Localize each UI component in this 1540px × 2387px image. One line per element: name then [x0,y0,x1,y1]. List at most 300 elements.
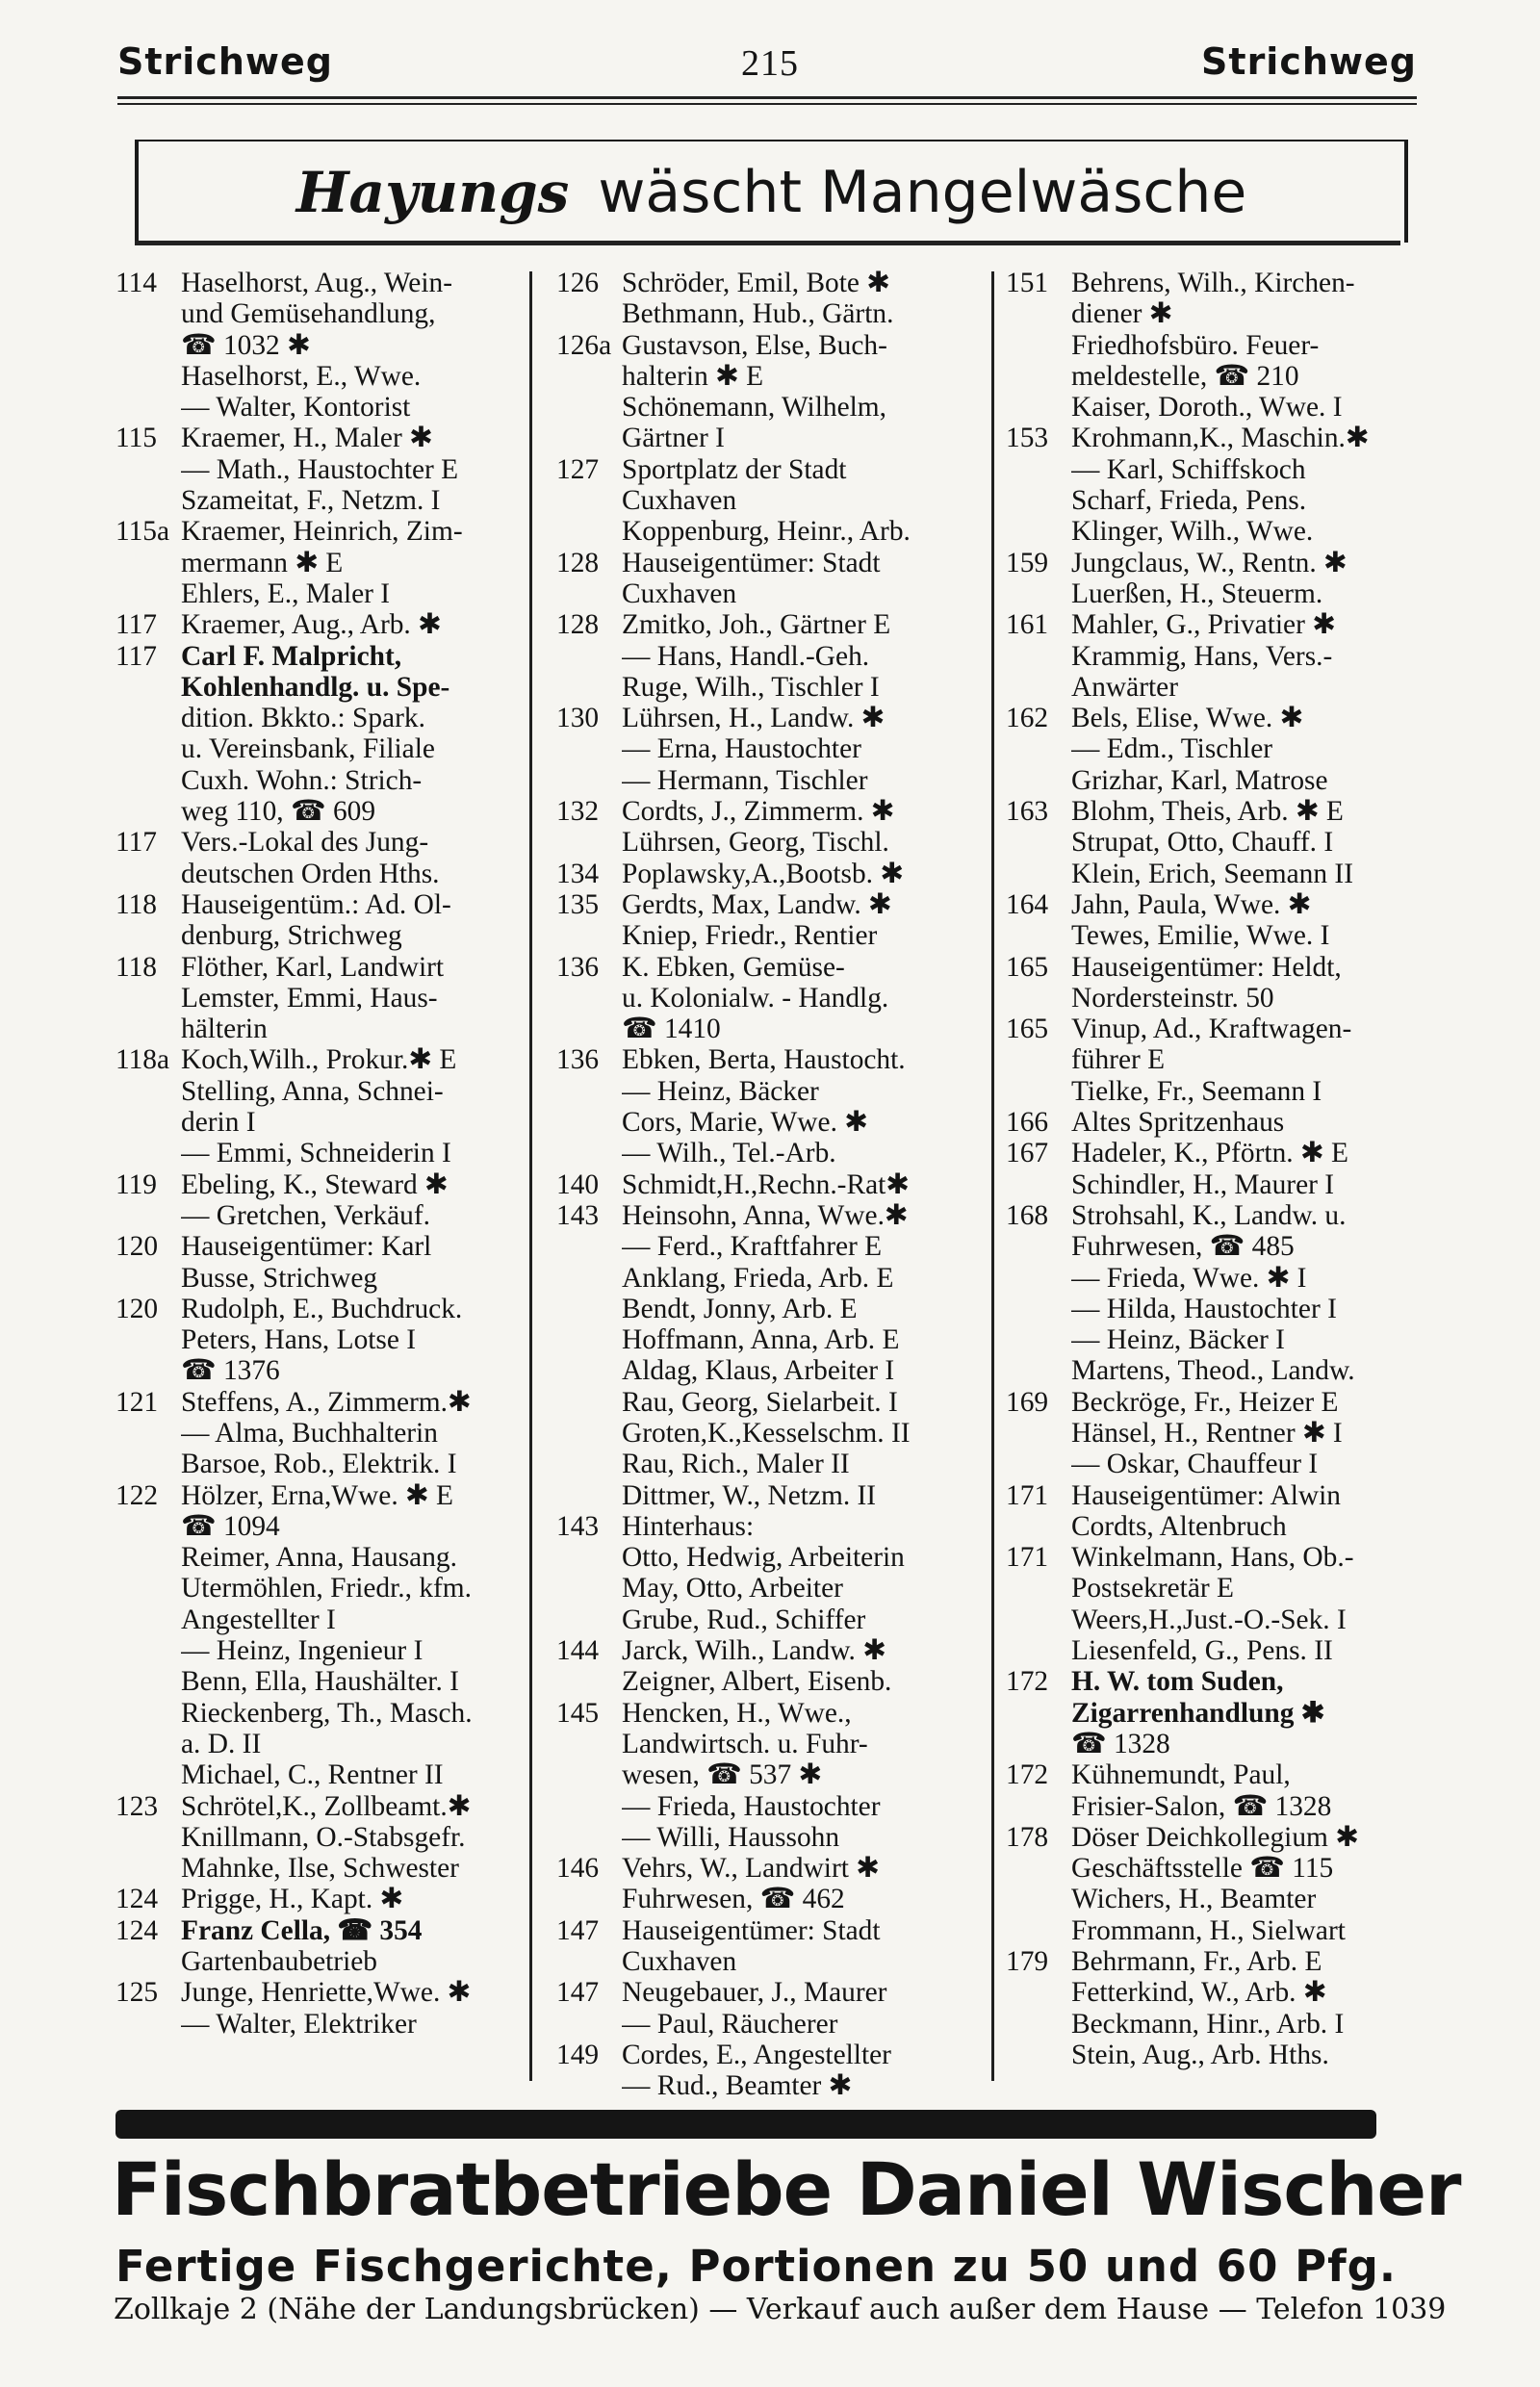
entry-text: Stelling, Anna, Schnei- [181,1075,444,1107]
directory-entry-line [116,952,520,983]
directory-entry-line [116,578,520,609]
entry-text: — Walter, Kontorist [181,392,411,424]
house-number [116,672,181,703]
entry-text: Schrötel,K., Zollbeamt.✱ [181,1790,472,1822]
directory-entry-line [556,920,980,951]
house-number: 114 [116,268,157,298]
entry-text: weg 110, ☎ 609 [181,796,376,828]
entry-text: Hauseigentüm.: Ad. Ol- [181,888,451,920]
entry-text: halterin ✱ E [622,360,764,392]
entry-text: Kaiser, Doroth., Wwe. I [1071,392,1343,424]
entry-text: hälterin [181,1014,268,1045]
entry-text: Scharf, Frieda, Pens. [1071,485,1307,517]
entry-text: Reimer, Anna, Hausang. [181,1542,457,1574]
house-number: 120 [116,1293,159,1324]
house-number: 171 [1006,1542,1049,1574]
entry-text: Gerdts, Max, Landw. ✱ [622,888,892,920]
entry-text: Cuxh. Wohn.: Strich- [181,764,423,796]
house-number [556,765,622,796]
directory-entry-line [556,1822,980,1853]
directory-entry-line [1006,672,1420,703]
directory-entry-line [1006,859,1420,889]
directory-entry-line [556,1915,980,1946]
directory-entry-line [1006,330,1420,361]
entry-text: Bels, Elise, Wwe. ✱ [1071,703,1304,734]
house-number [116,703,181,733]
directory-entry-line [556,641,980,672]
directory-entry-line [556,2070,980,2101]
house-number [116,1822,181,1853]
entry-text: Landwirtsch. u. Fuhr- [622,1728,868,1759]
directory-entry-line [556,485,980,516]
banner-rule [135,241,1400,245]
entry-text: Ebken, Berta, Haustocht. [622,1044,906,1076]
entry-text: Frommann, H., Sielwart [1071,1914,1346,1946]
house-number [116,1449,181,1479]
directory-entry-line [1006,1044,1420,1075]
house-number [556,1480,622,1511]
house-number [116,1076,181,1107]
house-number: 123 [116,1790,159,1822]
entry-text: Ebeling, K., Steward ✱ [181,1168,449,1200]
entry-text: Kraemer, Heinrich, Zim- [181,516,463,548]
house-number [116,1946,181,1977]
house-number [116,1759,181,1790]
house-number [1006,859,1071,889]
house-number [116,1604,181,1635]
house-number: 126a [556,329,612,361]
entry-text: diener ✱ [1071,298,1173,330]
house-number: 169 [1006,1386,1049,1418]
directory-entry-line [556,330,980,361]
directory-entry-line [556,796,980,827]
directory-entry-line [1006,485,1420,516]
entry-text: Kohlenhandlg. u. Spe- [181,671,450,703]
entry-text: Rau, Georg, Sielarbeit. I [622,1386,898,1418]
entry-text: Schönemann, Wilhelm, [622,392,886,424]
directory-entry-line [1006,889,1420,920]
entry-text: Vehrs, W., Landwirt ✱ [622,1853,880,1885]
house-number: 165 [1006,951,1049,983]
entry-text: Hauseigentümer: Stadt [622,547,881,578]
directory-entry-line [556,578,980,609]
directory-entry-line [556,827,980,858]
directory-entry-line [116,1511,520,1542]
house-number [116,1324,181,1355]
house-number [556,2009,622,2040]
directory-entry-line [116,1107,520,1138]
advert-subtitle: Fertige Fischgerichte, Portionen zu 50 und 60 Pfg. [116,2241,1397,2292]
house-number: 167 [1006,1138,1049,1169]
house-number [1006,298,1071,329]
entry-text: Schindler, H., Maurer I [1071,1168,1335,1200]
directory-entry-line [1006,516,1420,547]
house-number [116,983,181,1014]
house-number: 147 [556,1977,600,2009]
entry-text: Krohmann,K., Maschin.✱ [1071,423,1370,454]
house-number: 121 [116,1386,159,1418]
entry-text: Groten,K.,Kesselschm. II [622,1417,911,1449]
entry-text: Hinterhaus: [622,1510,755,1542]
house-number: 143 [556,1510,600,1542]
entry-text: Gärtner I [622,423,725,454]
entry-text: Benn, Ella, Haushälter. I [181,1666,459,1698]
house-number [1006,1635,1071,1666]
entry-text: — Alma, Buchhalterin [181,1417,438,1449]
directory-entry-line [1006,703,1420,733]
directory-entry-line [1006,983,1420,1014]
entry-text: Grizhar, Karl, Matrose [1071,764,1328,796]
directory-entry-line [1006,1480,1420,1511]
house-number [556,1791,622,1822]
directory-entry-line [556,2040,980,2070]
directory-entry-line [556,1511,980,1542]
directory-entry-line [116,1542,520,1573]
entry-text: — Karl, Schiffskoch [1071,453,1306,485]
directory-entry-line [556,1791,980,1822]
entry-text: Fuhrwesen, ☎ 485 [1071,1231,1295,1263]
entry-text: derin I [181,1107,256,1139]
entry-text: Fetterkind, W., Arb. ✱ [1071,1977,1327,2009]
house-number [1006,1294,1071,1324]
directory-entry-line [556,1014,980,1044]
entry-text: Tielke, Fr., Seemann I [1071,1075,1322,1107]
house-number [556,392,622,423]
directory-entry-line [556,268,980,298]
directory-entry-line [556,1138,980,1168]
directory-entry-line [556,1759,980,1790]
house-number [116,920,181,951]
directory-entry-line [1006,1729,1420,1759]
directory-entry-line [116,983,520,1014]
directory-entry-line [116,1822,520,1853]
entry-text: — Hermann, Tischler [622,764,868,796]
entry-text: Haselhorst, E., Wwe. [181,360,422,392]
entry-text: Liesenfeld, G., Pens. II [1071,1635,1333,1667]
house-number [556,1076,622,1107]
house-number: 125 [116,1977,159,2009]
directory-entry-line [116,2009,520,2040]
entry-text: Utermöhlen, Friedr., kfm. [181,1573,473,1604]
entry-text: Weers,H.,Just.-O.-Sek. I [1071,1604,1347,1635]
entry-text: — Gretchen, Verkäuf. [181,1199,430,1231]
directory-entry-line [116,1666,520,1697]
entry-text: Heinsohn, Anna, Wwe.✱ [622,1199,909,1231]
directory-entry-line [116,1044,520,1075]
house-number: 130 [556,703,600,734]
entry-text: Stein, Aug., Arb. Hths. [1071,2039,1329,2070]
directory-column-2 [556,268,980,2102]
directory-entry-line [556,1418,980,1449]
entry-text: Cuxhaven [622,485,737,517]
directory-entry-line [556,952,980,983]
house-number: 171 [1006,1479,1049,1511]
house-number [556,1294,622,1324]
entry-text: Busse, Strichweg [181,1262,378,1294]
entry-text: mermann ✱ E [181,547,344,578]
house-number [556,672,622,703]
entry-text: — Math., Haustochter E [181,453,459,485]
house-number [556,1884,622,1914]
house-number [556,1542,622,1573]
directory-entry-line [1006,1666,1420,1697]
house-number: 132 [556,796,600,828]
directory-entry-line [116,1480,520,1511]
house-number [1006,1853,1071,1884]
running-head-left: Strichweg [117,40,333,83]
house-number [116,1635,181,1666]
house-number: 159 [1006,547,1049,578]
directory-entry-line [116,485,520,516]
entry-text: Beckmann, Hinr., Arb. I [1071,2008,1345,2040]
directory-entry-line [1006,1884,1420,1914]
entry-text: Anklang, Frieda, Arb. E [622,1262,894,1294]
directory-entry-line [116,827,520,858]
entry-text: Bethmann, Hub., Gärtn. [622,298,894,330]
house-number: 134 [556,858,600,889]
directory-entry-line [1006,1635,1420,1666]
entry-text: meldestelle, ☎ 210 [1071,360,1299,392]
entry-text: Zigarrenhandlung ✱ [1071,1697,1325,1729]
directory-entry-line [556,1729,980,1759]
house-number [556,1449,622,1479]
page-number: 215 [741,43,799,84]
directory-entry-line [1006,1853,1420,1884]
entry-text: Ehlers, E., Maler I [181,578,391,609]
directory-entry-line [1006,1822,1420,1853]
house-number [1006,1418,1071,1449]
house-number: 166 [1006,1107,1049,1139]
directory-entry-line [116,1387,520,1418]
entry-text: Barsoe, Rob., Elektrik. I [181,1449,457,1480]
directory-entry-line [1006,827,1420,858]
house-number [1006,1231,1071,1262]
house-number: 124 [116,1884,159,1915]
directory-entry-line [1006,1014,1420,1044]
house-number [1006,1169,1071,1200]
directory-entry-line [116,765,520,796]
house-number [116,2009,181,2040]
directory-entry-line [1006,1511,1420,1542]
directory-entry-line [116,1231,520,1262]
entry-text: Lührsen, Georg, Tischl. [622,827,889,859]
house-number [556,361,622,392]
entry-text: Krammig, Hans, Vers.- [1071,640,1333,672]
directory-entry-line [1006,1076,1420,1107]
house-number [116,1729,181,1759]
house-number [116,733,181,764]
entry-text: Hänsel, H., Rentner ✱ I [1071,1417,1343,1449]
house-number [1006,2040,1071,2070]
directory-entry-line [1006,1946,1420,1977]
entry-text: deutschen Orden Hths. [181,858,440,889]
directory-entry-line [1006,920,1420,951]
entry-text: Hoffmann, Anna, Arb. E [622,1324,900,1356]
house-number [1006,1573,1071,1604]
house-number [116,330,181,361]
entry-text: — Heinz, Ingenieur I [181,1635,424,1667]
directory-entry-line [1006,1573,1420,1604]
house-number: 118 [116,951,157,983]
entry-text: Poplawsky,A.,Bootsb. ✱ [622,858,904,889]
entry-text: Dittmer, W., Netzm. II [622,1479,877,1511]
house-number [556,983,622,1014]
house-number: 168 [1006,1199,1049,1231]
entry-text: Schröder, Emil, Bote ✱ [622,268,890,298]
directory-entry-line [1006,1355,1420,1386]
house-number: 162 [1006,703,1049,734]
directory-entry-line [116,1076,520,1107]
directory-entry-line [1006,796,1420,827]
entry-text: Gustavson, Else, Buch- [622,329,887,361]
entry-text: — Emmi, Schneiderin I [181,1138,451,1169]
entry-text: Otto, Hedwig, Arbeiterin [622,1542,905,1574]
directory-entry-line [556,1294,980,1324]
directory-entry-line [116,1418,520,1449]
directory-entry-line [116,1759,520,1790]
house-number: 153 [1006,423,1049,454]
directory-entry-line [556,1044,980,1075]
directory-entry-line [1006,392,1420,423]
entry-text: K. Ebken, Gemüse- [622,951,845,983]
directory-entry-line [1006,765,1420,796]
entry-text: — Frieda, Haustochter [622,1790,881,1822]
directory-entry-line [1006,1418,1420,1449]
entry-text: u. Kolonialw. - Handlg. [622,982,889,1014]
entry-text: Rau, Rich., Maler II [622,1449,850,1480]
house-number: 119 [116,1168,157,1200]
entry-text: Jarck, Wilh., Landw. ✱ [622,1635,886,1667]
entry-text: Hauseigentümer: Stadt [622,1914,881,1946]
directory-entry-line [556,1076,980,1107]
entry-text: Szameitat, F., Netzm. I [181,485,441,517]
directory-entry-line [1006,1200,1420,1231]
entry-text: Behrmann, Fr., Arb. E [1071,1946,1322,1978]
entry-text: Postsekretär E [1071,1573,1234,1604]
entry-text: Steffens, A., Zimmerm.✱ [181,1386,472,1418]
directory-entry-line [1006,361,1420,392]
entry-text: Friedhofsbüro. Feuer- [1071,329,1320,361]
directory-entry-line [116,920,520,951]
house-number [1006,578,1071,609]
house-number [556,1014,622,1044]
house-number: 115a [116,516,170,548]
entry-text: — Wilh., Tel.-Arb. [622,1138,836,1169]
directory-entry-line [1006,1263,1420,1294]
entry-text: Flöther, Karl, Landwirt [181,951,445,983]
directory-entry-line [556,703,980,733]
house-number [1006,392,1071,423]
entry-text: — Rud., Beamter ✱ [622,2070,853,2102]
house-number: 127 [556,453,600,485]
directory-entry-line [1006,952,1420,983]
entry-text: ☎ 1328 [1071,1728,1170,1759]
house-number [1006,1355,1071,1386]
directory-entry-line [1006,1231,1420,1262]
directory-entry-line [116,1915,520,1946]
directory-entry-line [116,1355,520,1386]
entry-text: — Heinz, Bäcker I [1071,1324,1285,1356]
directory-entry-line [1006,454,1420,485]
house-number: 117 [116,609,157,641]
house-number [556,1231,622,1262]
entry-text: Hauseigentümer: Heldt, [1071,951,1342,983]
house-number: 136 [556,951,600,983]
directory-entry-line [1006,1107,1420,1138]
directory-entry-line [116,1138,520,1168]
directory-entry-line [116,1604,520,1635]
entry-text: Cordts, J., Zimmerm. ✱ [622,796,895,828]
entry-text: Bendt, Jonny, Arb. E [622,1293,858,1324]
directory-entry-line [116,454,520,485]
directory-entry-line [556,1666,980,1697]
entry-text: Geschäftsstelle ☎ 115 [1071,1853,1334,1885]
directory-entry-line [1006,1791,1420,1822]
house-number: 126 [556,268,600,298]
house-number [556,733,622,764]
directory-entry-line [116,268,520,298]
house-number [116,1355,181,1386]
directory-entry-line [116,889,520,920]
header-rule-bottom [117,103,1417,105]
directory-entry-line [116,796,520,827]
entry-text: Zmitko, Joh., Gärtner E [622,609,891,641]
directory-entry-line [116,1698,520,1729]
house-number [556,1107,622,1138]
entry-text: Ruge, Wilh., Tischler I [622,671,880,703]
directory-entry-line [116,1014,520,1044]
entry-text: Hadeler, K., Pförtn. ✱ E [1071,1138,1348,1169]
house-number: 144 [556,1635,600,1667]
entry-text: denburg, Strichweg [181,920,402,952]
entry-text: Lührsen, H., Landw. ✱ [622,703,886,734]
entry-text: — Willi, Haussohn [622,1821,840,1853]
entry-text: Jahn, Paula, Wwe. ✱ [1071,888,1312,920]
advert-divider-bar [116,2110,1376,2139]
directory-entry-line [1006,609,1420,640]
directory-entry-line [1006,641,1420,672]
directory-entry-line [116,330,520,361]
house-number: 178 [1006,1821,1049,1853]
entry-text: Zeigner, Albert, Eisenb. [622,1666,892,1698]
entry-text: Peters, Hans, Lotse I [181,1324,417,1356]
directory-entry-line [116,1977,520,2008]
house-number [556,1604,622,1635]
directory-entry-line [1006,1542,1420,1573]
house-number: 172 [1006,1759,1049,1791]
house-number: 179 [1006,1946,1049,1978]
house-number [1006,1604,1071,1635]
directory-entry-line [556,1324,980,1355]
directory-entry-line [116,392,520,423]
entry-text: Aldag, Klaus, Arbeiter I [622,1355,895,1387]
directory-column-1 [116,268,520,2040]
house-number [556,1138,622,1168]
entry-text: ☎ 1410 [622,1014,721,1045]
directory-entry-line [116,1573,520,1604]
directory-entry-line [556,298,980,329]
entry-text: Strupat, Otto, Chauff. I [1071,827,1334,859]
house-number [1006,1884,1071,1914]
house-number [556,1324,622,1355]
directory-entry-line [1006,548,1420,578]
entry-text: Gartenbaubetrieb [181,1946,377,1978]
house-number: 164 [1006,888,1049,920]
directory-entry-line [116,1884,520,1914]
directory-entry-line [556,859,980,889]
house-number [116,1263,181,1294]
house-number [1006,330,1071,361]
